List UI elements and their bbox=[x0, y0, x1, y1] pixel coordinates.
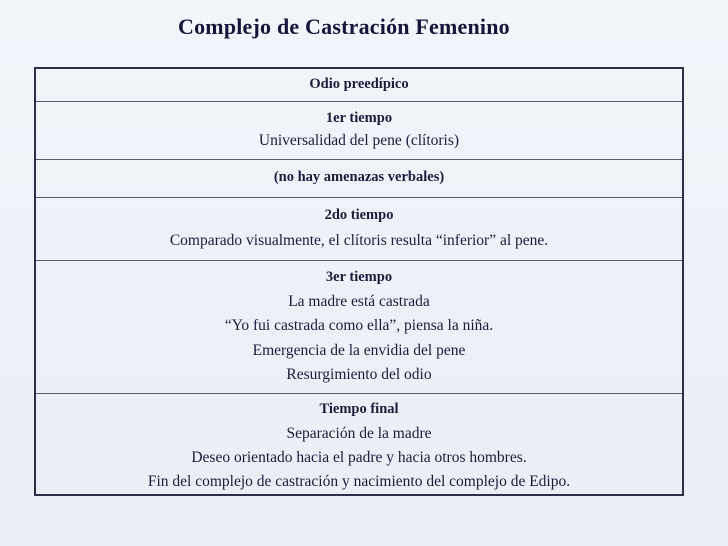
row-text: Fin del complejo de castración y nacimiento del complejo de Edipo. bbox=[147, 473, 571, 490]
row-text: Emergencia de la envidia del pene bbox=[252, 342, 466, 359]
row-heading: Tiempo final bbox=[319, 401, 399, 417]
row-heading: 3er tiempo bbox=[325, 269, 393, 285]
table-row-segundo-tiempo bbox=[36, 197, 682, 261]
table-row-tiempo-final bbox=[36, 393, 682, 496]
row-heading: (no hay amenazas verbales) bbox=[273, 169, 445, 185]
content-table bbox=[34, 67, 684, 496]
row-text: Deseo orientado hacia el padre y hacia otros hombres. bbox=[191, 449, 527, 466]
row-heading: 2do tiempo bbox=[324, 207, 394, 223]
table-row-primer-tiempo bbox=[36, 101, 682, 160]
row-text: La madre está castrada bbox=[288, 293, 430, 310]
table-row-odio-preedipico bbox=[36, 69, 682, 102]
row-text: “Yo fui castrada como ella”, piensa la niña. bbox=[224, 317, 494, 334]
row-heading: 1er tiempo bbox=[325, 110, 393, 126]
row-text: Comparado visualmente, el clítoris resulta “inferior” al pene. bbox=[169, 232, 549, 249]
row-heading: Odio preedípico bbox=[309, 76, 409, 92]
table-row-no-amenazas bbox=[36, 159, 682, 198]
slide-title: Complejo de Castración Femenino bbox=[178, 14, 510, 39]
row-text: Resurgimiento del odio bbox=[286, 366, 432, 383]
table-row-tercer-tiempo bbox=[36, 260, 682, 394]
row-text: Separación de la madre bbox=[286, 425, 432, 442]
row-text: Universalidad del pene (clítoris) bbox=[258, 132, 460, 149]
